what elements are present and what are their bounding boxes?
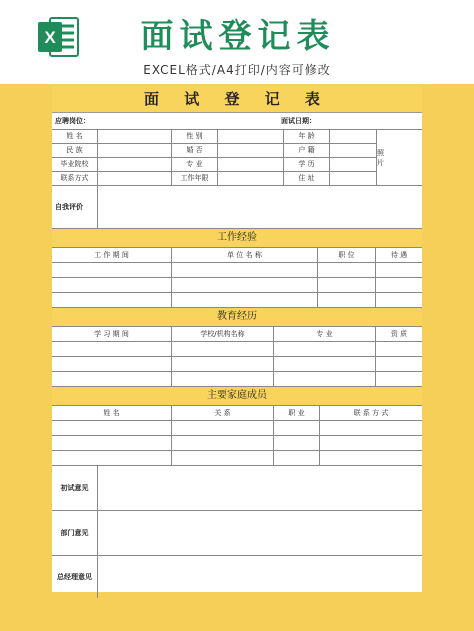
table-row [52,357,422,372]
table-cell[interactable] [52,342,172,356]
table-row [52,451,422,466]
column-header: 职 位 [318,248,376,262]
table-cell[interactable] [318,263,376,277]
column-header: 职 业 [274,406,320,420]
table-cell[interactable] [320,451,422,465]
table-cell[interactable] [376,357,422,371]
table-cell[interactable] [52,421,172,435]
table-row [52,263,422,278]
column-header: 单 位 名 称 [172,248,318,262]
self-eval-cell[interactable] [98,186,422,228]
info-value-cell[interactable] [218,130,284,143]
info-row [52,158,376,172]
table-cell[interactable] [172,293,318,307]
column-header: 工 作 期 间 [52,248,172,262]
opinion-cell[interactable] [98,511,422,555]
edu-section-title: 教育经历 [52,308,422,327]
info-value-cell[interactable] [218,172,284,185]
table-cell[interactable] [274,357,376,371]
page-title: 面试登记表 [140,16,336,55]
table-cell[interactable] [376,278,422,292]
table-cell[interactable] [320,436,422,450]
page-subtitle: EXCEL格式/A4打印/内容可修改 [143,63,331,77]
excel-logo-letter: X [44,28,56,47]
work-header-row [52,248,422,263]
apply-row [52,113,422,130]
table-cell[interactable] [52,357,172,371]
info-label: 联系方式 [52,172,98,185]
personal-info-grid [52,130,422,186]
excel-logo-icon [36,14,82,60]
info-label: 工作年限 [172,172,218,185]
photo-box[interactable]: 照 片 [376,130,422,185]
sheet-title: 面 试 登 记 表 [52,86,422,113]
interview-date-label: 面试日期： [281,116,316,125]
table-row [52,372,422,387]
info-row [52,172,376,185]
self-eval-row [52,186,422,229]
table-cell[interactable] [172,342,274,356]
info-label: 性 别 [172,130,218,143]
table-cell[interactable] [172,278,318,292]
info-value-cell[interactable] [330,158,376,171]
info-value-cell[interactable] [218,144,284,157]
info-value-cell[interactable] [218,158,284,171]
table-cell[interactable] [376,372,422,386]
opinion-row-dept [52,511,422,556]
apply-position-label: 应聘岗位： [55,116,90,125]
info-value-cell[interactable] [98,130,172,143]
info-label: 毕业院校 [52,158,98,171]
info-label: 专 业 [172,158,218,171]
info-row [52,144,376,158]
info-value-cell[interactable] [330,130,376,143]
info-value-cell[interactable] [98,158,172,171]
table-cell[interactable] [274,436,320,450]
info-label: 婚 否 [172,144,218,157]
page-header [0,0,474,84]
table-row [52,342,422,357]
table-cell[interactable] [52,278,172,292]
table-cell[interactable] [274,342,376,356]
opinion-row-first [52,466,422,511]
table-cell[interactable] [376,342,422,356]
opinion-row-gm [52,556,422,598]
column-header: 学校/机构名称 [172,327,274,341]
column-header: 姓 名 [52,406,172,420]
family-header-row [52,406,422,421]
table-cell[interactable] [52,293,172,307]
column-header: 关 系 [172,406,274,420]
table-cell[interactable] [274,421,320,435]
form-sheet [52,86,422,592]
info-value-cell[interactable] [98,144,172,157]
work-section-title: 工作经验 [52,229,422,248]
table-cell[interactable] [274,451,320,465]
table-cell[interactable] [274,372,376,386]
table-cell[interactable] [172,421,274,435]
table-cell[interactable] [376,293,422,307]
table-row [52,421,422,436]
table-cell[interactable] [172,451,274,465]
table-row [52,436,422,451]
table-cell[interactable] [320,421,422,435]
table-cell[interactable] [172,372,274,386]
info-label: 住 址 [284,172,330,185]
table-cell[interactable] [52,451,172,465]
column-header: 待 遇 [390,250,408,259]
info-label: 年 龄 [284,130,330,143]
opinion-label: 总经理意见 [52,556,98,598]
table-cell[interactable] [318,278,376,292]
table-cell[interactable] [172,436,274,450]
info-row [52,130,376,144]
self-eval-label: 自我评价 [52,186,98,228]
table-cell[interactable] [376,263,422,277]
table-cell[interactable] [172,357,274,371]
table-row [52,293,422,308]
family-section-title: 主要家庭成员 [52,387,422,406]
column-header: 专 业 [274,327,376,341]
table-cell[interactable] [52,263,172,277]
table-cell[interactable] [52,436,172,450]
opinion-cell[interactable] [98,466,422,510]
column-header: 学 习 期 间 [52,327,172,341]
opinion-label: 部门意见 [52,511,98,555]
column-header: 资 质 [390,329,408,338]
table-cell[interactable] [318,293,376,307]
edu-header-row [52,327,422,342]
info-label: 姓 名 [52,130,98,143]
table-cell[interactable] [172,263,318,277]
info-label: 户 籍 [284,144,330,157]
opinion-label: 初试意见 [52,466,98,510]
column-header: 联 系 方 式 [353,408,389,417]
info-label: 民 族 [52,144,98,157]
table-row [52,278,422,293]
info-value-cell[interactable] [98,172,172,185]
info-value-cell[interactable] [330,172,376,185]
table-cell[interactable] [52,372,172,386]
opinion-cell[interactable] [98,556,422,598]
info-label: 学 历 [284,158,330,171]
info-value-cell[interactable] [330,144,376,157]
